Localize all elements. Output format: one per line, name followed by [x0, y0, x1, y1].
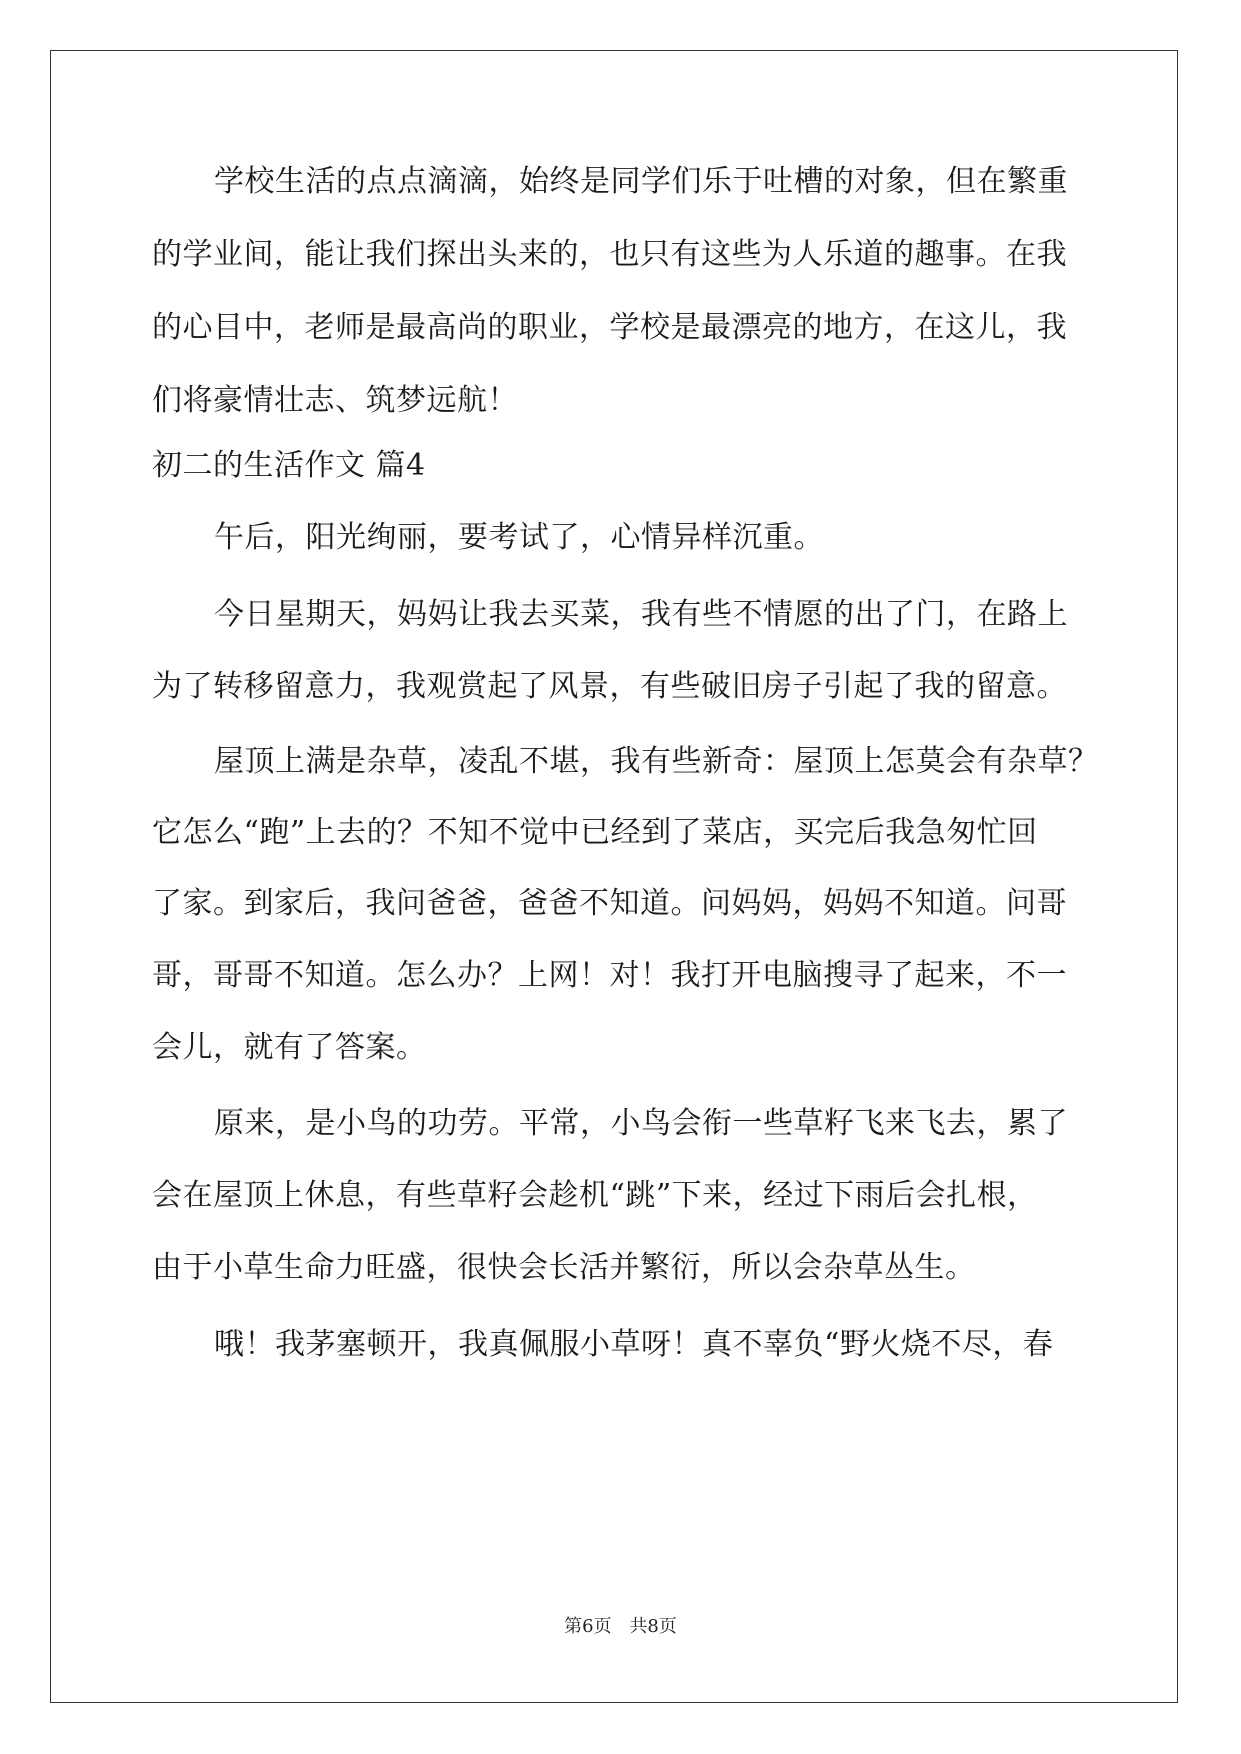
section-heading: 初二的生活作文 篇4 [152, 448, 426, 483]
text-line: 会在屋顶上休息，有些草籽会趁机“跳”下来，经过下雨后会扎根， [152, 1178, 1038, 1213]
text-line: 午后，阳光绚丽，要考试了，心情异样沉重。 [214, 520, 824, 555]
text-line: 会儿，就有了答案。 [152, 1030, 427, 1065]
text-line: 哦！我茅塞顿开，我真佩服小草呀！真不辜负“野火烧不尽，春 [214, 1327, 1054, 1362]
text-line: 为了转移留意力，我观赏起了风景，有些破旧房子引起了我的留意。 [152, 669, 1067, 704]
text-line: 的学业间，能让我们探出头来的，也只有这些为人乐道的趣事。在我 [152, 237, 1067, 272]
text-line: 们将豪情壮志、筑梦远航！ [152, 383, 518, 418]
text-line: 学校生活的点点滴滴，始终是同学们乐于吐槽的对象，但在繁重 [214, 164, 1068, 199]
text-line: 的心目中，老师是最高尚的职业，学校是最漂亮的地方，在这儿，我 [152, 310, 1067, 345]
text-line: 它怎么“跑”上去的？不知不觉中已经到了菜店，买完后我急匆忙回 [152, 815, 1038, 850]
text-line: 哥，哥哥不知道。怎么办？上网！对！我打开电脑搜寻了起来，不一 [152, 958, 1067, 993]
text-line: 原来，是小鸟的功劳。平常，小鸟会衔一些草籽飞来飞去，累了 [214, 1106, 1068, 1141]
text-line: 屋顶上满是杂草，凌乱不堪，我有些新奇：屋顶上怎莫会有杂草？ [214, 744, 1099, 779]
page-footer [0, 1615, 1241, 1639]
total-pages: 共8页 [629, 1616, 677, 1637]
text-line: 了家。到家后，我问爸爸，爸爸不知道。问妈妈，妈妈不知道。问哥 [152, 886, 1067, 921]
page-number: 第6页 [564, 1616, 612, 1637]
page-border [50, 50, 1178, 1703]
text-line: 由于小草生命力旺盛，很快会长活并繁衍，所以会杂草丛生。 [152, 1250, 976, 1285]
text-line: 今日星期天，妈妈让我去买菜，我有些不情愿的出了门，在路上 [214, 597, 1068, 632]
